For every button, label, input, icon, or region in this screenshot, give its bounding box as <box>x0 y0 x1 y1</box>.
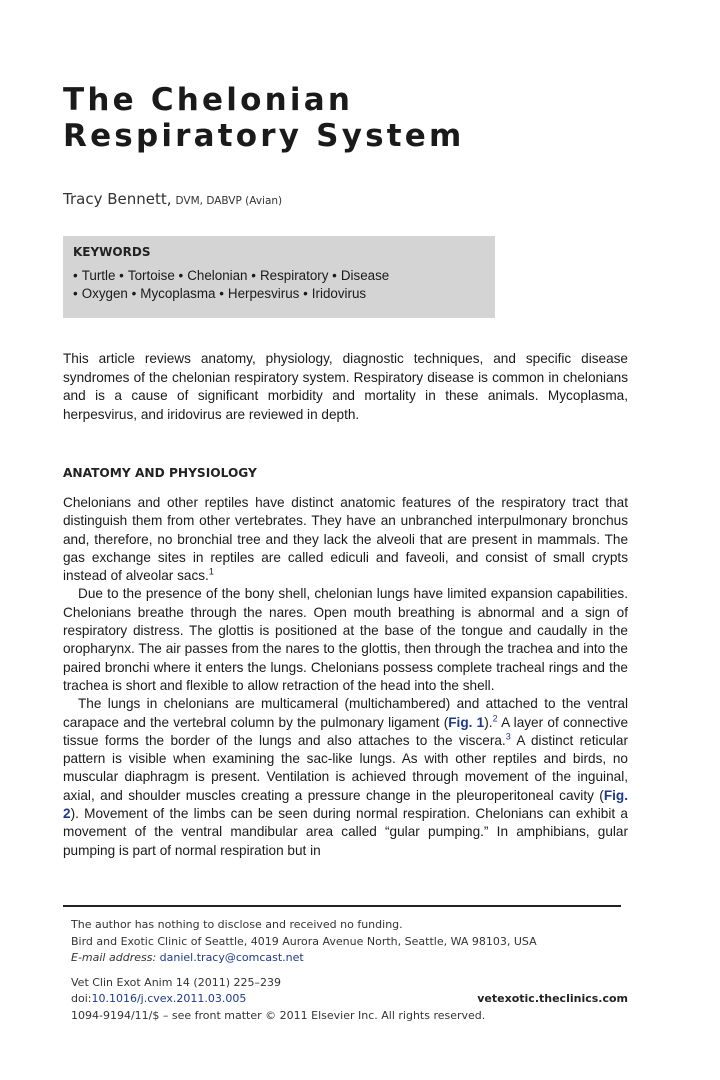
bullet-icon: • <box>119 268 124 283</box>
keyword: • Mycoplasma <box>131 286 216 301</box>
section-heading: ANATOMY AND PHYSIOLOGY <box>63 466 257 480</box>
reference-1[interactable]: 1 <box>208 566 214 577</box>
bullet-icon: • <box>219 286 224 301</box>
keyword: • Respiratory <box>251 268 329 283</box>
author-credentials: DVM, DABVP (Avian) <box>175 195 283 207</box>
abstract: This article reviews anatomy, physiology, diagnostic techniques, and specific disease syndromes of the chelonian respiratory system. Respiratory disease is common in chelonians and is a cause of significant morbidity and mortality in these animals. Mycoplasma, herpesvirus, and iridovirus are reviewed in depth. <box>63 351 628 422</box>
footnote-divider <box>63 905 621 907</box>
bullet-icon: • <box>332 268 337 283</box>
keyword: • Disease <box>332 268 390 283</box>
footnote-area <box>71 917 631 1024</box>
bullet-icon: • <box>251 268 256 283</box>
keyword: • Iridovirus <box>303 286 367 301</box>
keyword: • Oxygen <box>73 286 128 301</box>
email-line <box>71 950 631 967</box>
keyword: • Chelonian <box>178 268 248 283</box>
disclosure: The author has nothing to disclose and received no funding. <box>71 918 403 931</box>
reference-3[interactable]: 3 <box>505 731 511 742</box>
article-title <box>63 82 663 154</box>
keyword: • Tortoise <box>119 268 175 283</box>
bullet-icon: • <box>131 286 137 301</box>
copyright: 1094-9194/11/$ – see front matter © 2011 Elsevier Inc. All rights reserved. <box>71 1008 486 1022</box>
email-label: E-mail address: <box>71 951 157 964</box>
paragraph-3: The lungs in chelonians are multicameral (multichambered) and attached to the ventral carapace and the vertebral column by the pulmonary ligament (Fig. 1).$^2$ A layer of connective tissue forms the border of the lungs and also attaches to the viscera.$^3$ A distinct reticular pattern is visible when examining the sac-like lungs. As with other reptiles and birds, no muscular diaphragm is present. Ventilation is achieved through movement of the inguinal, axial, and shoulder muscles creating a pressure change in the pleuroperitoneal cavity (Fig. 2). Movement of the limbs can be seen during normal respiration. Chelonians can exhibit a movement of the ventral mandibular area called “gular pumping.” In amphibians, gular pumping is part of normal respiration but in <box>63 696 629 858</box>
doi-link[interactable]: 10.1016/j.cvex.2011.03.005 <box>91 992 247 1005</box>
bullet-icon: • <box>73 268 78 283</box>
paragraph-2: Due to the presence of the bony shell, chelonian lungs have limited expansion capabilities. Chelonians breathe through the nares. Open mouth breathing is abnormal and a sign of respiratory distress. The glottis is positioned at the base of the tongue and caudally in the oropharynx. The air passes from the nares to the glottis, then through the trachea and into the paired bronchi where it enters the lungs. Chelonians possess complete tracheal rings and the trachea is short and flexible to allow retraction of the head into the shell. <box>63 586 628 693</box>
bullet-icon: • <box>178 268 184 283</box>
keywords-box <box>63 236 495 318</box>
figure-1-link[interactable]: Fig. 1 <box>448 714 485 730</box>
bullet-icon: • <box>303 286 308 301</box>
keyword: • Turtle <box>73 268 116 283</box>
author-name: Tracy Bennett, <box>63 190 172 208</box>
paragraph-1: Chelonians and other reptiles have distinct anatomic features of the respiratory tract that distinguish them from other vertebrates. They have an unbranched interpulmonary bronchus and, therefore, no bronchial tree and they lack the alveoli that are present in mammals. The gas exchange sites in reptiles are called ediculi and faveoli, and consist of small crypts instead of alveolar sacs.$^1$ <box>63 495 628 584</box>
doi-line: doi:10.1016/j.cvex.2011.03.005 vetexotic.theclinics.com <box>71 991 631 1008</box>
article-body <box>63 494 628 860</box>
keyword: • Herpesvirus <box>219 286 300 301</box>
title-line-1: The Chelonian <box>63 82 354 118</box>
title-line-2: Respiratory System <box>63 118 465 154</box>
figure-2-link[interactable]: Fig. 2 <box>63 787 628 822</box>
keywords-heading: KEYWORDS <box>73 245 151 259</box>
email-link[interactable]: daniel.tracy@comcast.net <box>159 951 304 964</box>
reference-2[interactable]: 2 <box>492 713 498 724</box>
bullet-icon: • <box>73 286 78 301</box>
journal-citation: Vet Clin Exot Anim 14 (2011) 225–239 <box>71 975 281 989</box>
affiliation: Bird and Exotic Clinic of Seattle, 4019 Aurora Avenue North, Seattle, WA 98103, USA <box>71 934 537 948</box>
journal-website[interactable]: vetexotic.theclinics.com <box>477 992 628 1005</box>
author-line <box>63 190 282 208</box>
keywords-line-2 <box>73 285 485 303</box>
keywords-line-1 <box>73 267 485 285</box>
